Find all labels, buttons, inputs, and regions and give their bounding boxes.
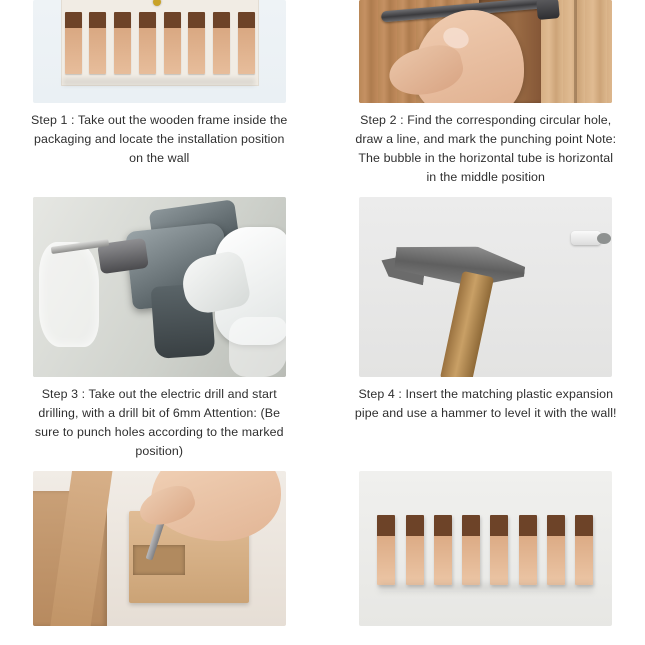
wooden-frame-on-packaging-photo xyxy=(33,0,286,103)
step-1-caption: Step 1 : Take out the wooden frame inside the packaging and locate the installation position on the wall xyxy=(31,113,288,165)
hook-peg xyxy=(65,12,82,74)
spirit-level-tube-end xyxy=(536,0,560,20)
hook-peg-row xyxy=(377,515,593,587)
rack-shadow xyxy=(379,583,593,592)
hook-peg xyxy=(238,12,255,74)
step-3-caption: Step 3 : Take out the electric drill and start drilling, with a drill bit of 6mm Attention: (Be sure to punch holes according to the marked position) xyxy=(34,387,284,458)
step-3-cell xyxy=(0,197,319,471)
hand-with-allen-key-assembly-photo xyxy=(33,471,286,626)
step-6-caption xyxy=(355,626,617,644)
hook-peg xyxy=(575,515,593,585)
finished-mounted-hook-rack-photo xyxy=(359,471,612,626)
hook-peg xyxy=(434,515,452,585)
hook-peg xyxy=(114,12,131,74)
step-4-cell xyxy=(327,197,645,471)
rack-shadow xyxy=(63,78,255,86)
hook-peg xyxy=(213,12,230,74)
plastic-sheet-left xyxy=(39,242,99,347)
step-2-caption: Step 2 : Find the corresponding circular hole, draw a line, and mark the punching point Note: The bubble in the horizontal tube is horizontal in the middle position xyxy=(355,113,617,184)
hook-peg xyxy=(89,12,106,74)
hook-peg xyxy=(164,12,181,74)
hook-peg xyxy=(547,515,565,585)
hook-peg xyxy=(462,515,480,585)
hand-holding-level-tube-photo xyxy=(359,0,612,103)
step-5-cell xyxy=(0,471,319,644)
step-1-cell xyxy=(0,0,319,197)
joint-recess xyxy=(133,545,185,575)
hook-peg xyxy=(377,515,395,585)
step-4-caption: Step 4 : Insert the matching plastic expansion pipe and use a hammer to level it with the wall! xyxy=(354,387,617,420)
hammer-and-expansion-pipe-photo xyxy=(359,197,612,377)
hook-peg xyxy=(490,515,508,585)
hook-peg xyxy=(406,515,424,585)
wood-panel-seam xyxy=(574,0,577,103)
hook-peg xyxy=(139,12,156,74)
hook-peg xyxy=(188,12,205,74)
step-5-caption xyxy=(28,626,290,644)
hook-peg xyxy=(519,515,537,585)
step-2-cell xyxy=(327,0,645,197)
electric-drill-in-gloved-hand-photo xyxy=(33,197,286,377)
hook-peg-row xyxy=(65,12,255,82)
plastic-sheet-right xyxy=(229,317,286,377)
step-6-cell xyxy=(327,471,645,644)
